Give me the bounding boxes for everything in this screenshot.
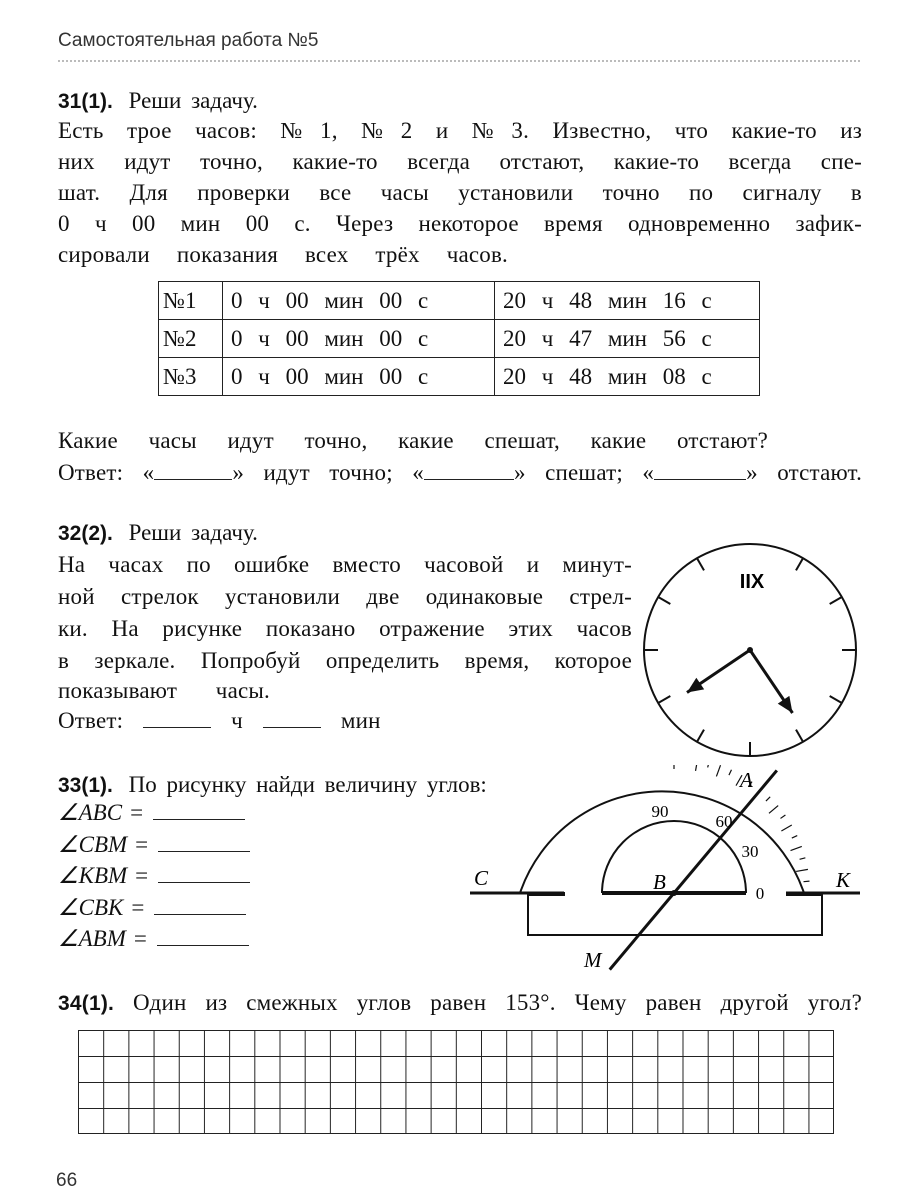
page-number: 66 <box>56 1170 78 1191</box>
task-31-text-line: шат. Для проверки все часы установили точно по сигналу в <box>58 180 862 205</box>
ray-BA <box>674 770 777 893</box>
mirrored-clock-figure <box>640 540 870 770</box>
clock-tick <box>796 558 803 570</box>
task-32-number: 32(2). <box>58 522 113 545</box>
answer-slow-text: отстают. <box>777 460 863 485</box>
table-row <box>159 320 760 358</box>
angle-answer-blank[interactable] <box>158 832 250 852</box>
equals-sign: = <box>131 895 145 920</box>
answer-grid[interactable] <box>78 1030 834 1134</box>
ray-BM <box>610 893 674 970</box>
angle-row <box>58 895 246 921</box>
angle-row <box>58 926 249 952</box>
answer-blank-slow[interactable] <box>654 460 746 480</box>
task-32-text-line: На часах по ошибке вместо часовой и минут- <box>58 552 632 577</box>
point-label-C: C <box>474 866 489 890</box>
clock-center <box>747 647 753 653</box>
angle-label: ∠ABC <box>58 800 123 825</box>
task-31-text-line: Есть трое часов: №1, №2 и №3. Известно, что какие-то из <box>58 118 862 143</box>
task-32-heading <box>58 520 258 546</box>
clock-start-cell: 0 ч 00 мин 00 с <box>223 320 495 358</box>
protractor-tick <box>796 869 808 871</box>
answer-blank-hours[interactable] <box>143 708 211 728</box>
answer-exact-text: идут точно; <box>263 460 393 485</box>
table-row <box>159 358 760 396</box>
task-31-question: Какие часы идут точно, какие спешат, какие отстают? <box>58 428 768 453</box>
header-divider <box>58 60 860 62</box>
answer-fast-text: спешат; <box>545 460 623 485</box>
protractor-tick <box>791 846 802 850</box>
table-row <box>159 282 760 320</box>
answer-label: Ответ: <box>58 708 124 733</box>
clock-end-cell: 20 ч 47 мин 56 с <box>495 320 760 358</box>
quote-close: » <box>513 460 526 485</box>
answer-label: Ответ: <box>58 460 124 485</box>
clock-end-cell: 20 ч 48 мин 08 с <box>495 358 760 396</box>
angle-label: ∠CBK <box>58 895 124 920</box>
angle-label: ∠CBM <box>58 832 128 857</box>
task-31-answer-line <box>58 460 862 486</box>
angle-label: ∠ABM <box>58 926 126 951</box>
task-31-text-line: 0 ч 00 мин 00 с. Через некоторое время одновременно зафик- <box>58 211 862 236</box>
quote-open: « <box>642 460 655 485</box>
clock-start-cell: 0 ч 00 мин 00 с <box>223 282 495 320</box>
protractor-tick <box>804 881 810 882</box>
protractor-tick <box>780 815 785 818</box>
task-32-answer-line <box>58 708 381 734</box>
task-34-text: Один из смежных углов равен 153°. Чему равен другой угол? <box>133 990 862 1015</box>
task-32-text-line: ки. На рисунке показано отражение этих часов <box>58 616 632 641</box>
task-31-text-line: них идут точно, какие-то всегда отстают, какие-то всегда спе- <box>58 149 862 174</box>
protractor-tick <box>792 836 797 839</box>
task-34-line <box>58 990 862 1016</box>
clock-tick <box>796 730 803 742</box>
task-31-instruction: Реши задачу. <box>128 88 258 113</box>
clock-hand-arrow <box>778 696 793 713</box>
quote-open: « <box>142 460 155 485</box>
task-32-text-line: показывают часы. <box>58 678 270 703</box>
answer-blank-exact[interactable] <box>154 460 232 480</box>
clock-tick <box>697 730 704 742</box>
clock-name-cell: №1 <box>159 282 223 320</box>
task-32-text-line: в зеркале. Попробуй определить время, которое <box>58 648 632 673</box>
task-34-number: 34(1). <box>58 992 115 1015</box>
protractor-tick <box>696 765 698 771</box>
clock-name-cell: №2 <box>159 320 223 358</box>
clock-name-cell: №3 <box>159 358 223 396</box>
point-label-K: K <box>836 868 851 892</box>
protractor-tick <box>800 858 806 860</box>
angle-row <box>58 832 250 858</box>
equals-sign: = <box>133 926 147 951</box>
task-31-heading <box>58 88 258 114</box>
clock-tick <box>830 696 842 703</box>
clock-end-cell: 20 ч 48 мин 16 с <box>495 282 760 320</box>
equals-sign: = <box>130 800 144 825</box>
scale-label-0: 0 <box>755 884 765 903</box>
scale-label-60: 60 <box>715 812 733 831</box>
quote-close: » <box>232 460 245 485</box>
task-31-number: 31(1). <box>58 90 113 113</box>
protractor-tick <box>708 765 710 767</box>
answer-blank-fast[interactable] <box>424 460 514 480</box>
quote-close: » <box>746 460 758 485</box>
protractor-tick <box>781 825 791 831</box>
clock-start-cell: 0 ч 00 мин 00 с <box>223 358 495 396</box>
clock-tick <box>658 597 670 604</box>
clock-tick <box>658 696 670 703</box>
point-label-A: A <box>740 768 753 792</box>
clocks-table <box>158 281 760 396</box>
task-31-text-line: сировали показания всех трёх часов. <box>58 242 508 267</box>
angle-answer-blank[interactable] <box>158 863 250 883</box>
angle-row <box>58 863 250 889</box>
angle-row <box>58 800 245 826</box>
vertex-B <box>671 890 677 896</box>
clock-hand-arrow <box>687 678 704 693</box>
scale-label-30: 30 <box>741 842 759 861</box>
equals-sign: = <box>135 832 149 857</box>
hours-unit: ч <box>231 708 243 733</box>
protractor-tick <box>716 765 720 776</box>
task-33-instruction: По рисунку найди величину углов: <box>128 772 487 797</box>
scale-label-90: 90 <box>651 802 669 821</box>
minutes-unit: мин <box>340 708 381 733</box>
point-label-B: B <box>653 870 666 894</box>
task-32-text-line: ной стрелок установили две одинаковые стрел- <box>58 584 632 609</box>
task-32-instruction: Реши задачу. <box>128 520 258 545</box>
protractor-figure <box>460 765 870 975</box>
task-33-number: 33(1). <box>58 774 113 797</box>
angle-label: ∠KBM <box>58 863 128 888</box>
protractor-tick <box>729 770 732 775</box>
equals-sign: = <box>135 863 149 888</box>
page-header-title: Самостоятельная работа №5 <box>58 30 319 51</box>
angle-answer-blank[interactable] <box>157 926 249 946</box>
angle-answer-blank[interactable] <box>154 895 246 915</box>
quote-open: « <box>412 460 424 485</box>
protractor-tick <box>766 797 770 801</box>
angle-answer-blank[interactable] <box>153 800 245 820</box>
task-33-heading <box>58 772 487 798</box>
protractor-tick <box>769 806 778 814</box>
clock-tick <box>830 597 842 604</box>
answer-blank-minutes[interactable] <box>263 708 321 728</box>
point-label-M: M <box>584 948 602 972</box>
clock-numeral: IIX <box>739 571 765 593</box>
clock-tick <box>697 558 704 570</box>
